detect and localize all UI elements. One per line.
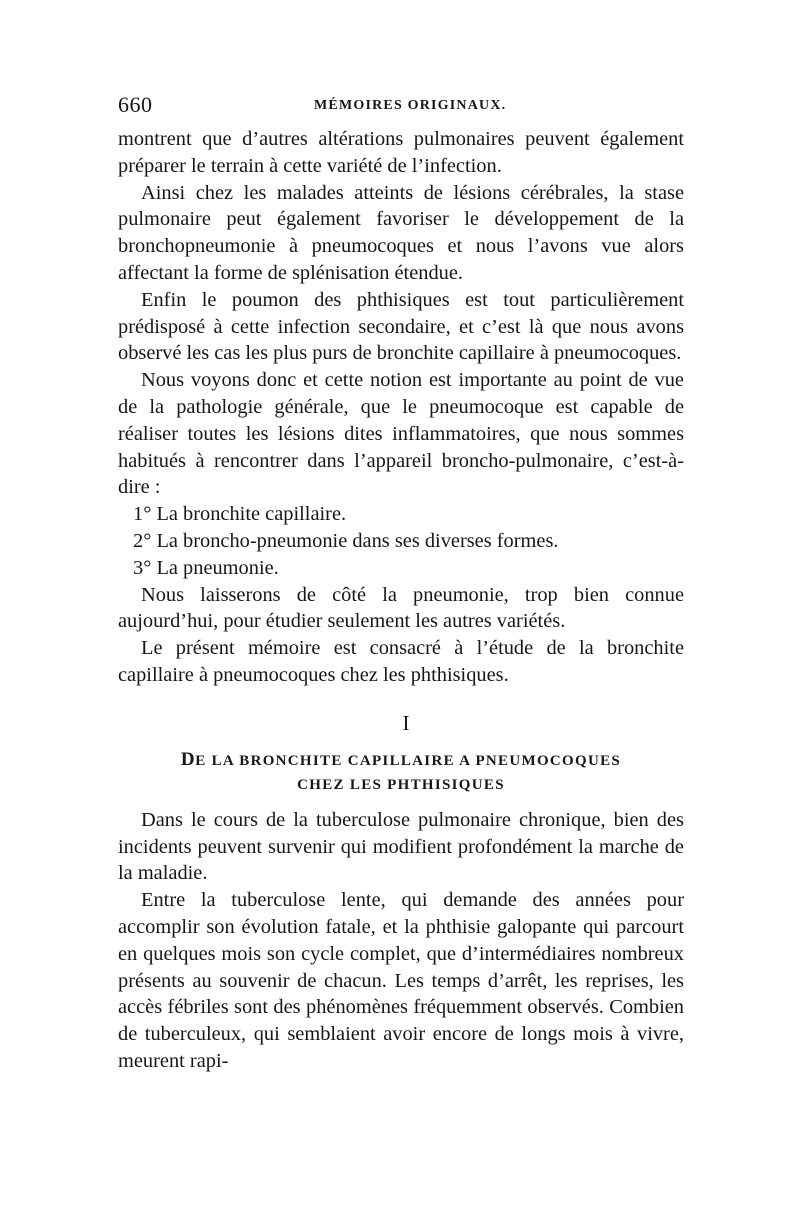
running-title: MÉMOIRES ORIGINAUX. — [314, 98, 507, 113]
section-number: I — [402, 710, 410, 735]
paragraph-continuation: montrent que d’autres altérations pulmonaires peuvent également préparer le terrain à cette variété de l’infection. — [118, 128, 684, 177]
paragraph-phthisiques: Enfin le poumon des phthisiques est tout particulièrement prédisposé à cette infection secondaire, et c’est là que nous avons observé les cas les plus purs de bronchite capillaire à pneumocoques. — [118, 288, 684, 365]
paragraph-tuberculose-lente: Entre la tuberculose lente, qui demande des années pour accomplir son évolution fatale, et la phthisie galopante qui parcourt en quelques mois son cycle complet, que d’intermédiaires nombreux présents au souvenir de chacun. Les temps d’arrêt, les reprises, les accès fébriles sont des phénomènes fréquemment observés. Combien de tuberculeux, qui semblaient avoir encore de longs mois à vivre, meurent rapi- — [118, 889, 684, 1072]
paragraph-cerebral-lesions: Ainsi chez les malades atteints de lésions cérébrales, la stase pulmonaire peut également favoriser le développement de la bronchopneumonie à pneumocoques et nous l’avons vue alors affectant la forme de splénisation étendue. — [118, 181, 684, 284]
list-item-broncho-pneumonie: 2° La broncho-pneumonie dans ses diverses formes. — [133, 529, 559, 552]
book-page — [118, 92, 684, 1075]
paragraph-present-memoire: Le présent mémoire est consacré à l’étude de la bronchite capillaire à pneumocoques chez les phthisiques. — [118, 637, 684, 686]
section-title-rest: E LA BRONCHITE CAPILLAIRE A PNEUMOCOQUES — [195, 752, 622, 769]
page-number: 660 — [118, 92, 153, 117]
section-title — [118, 747, 684, 774]
section-subtitle: CHEZ LES PHTHISIQUES — [297, 776, 505, 793]
paragraph-cours-tuberculose: Dans le cours de la tuberculose pulmonaire chronique, bien des incidents peuvent survenir qui modifient profondément la marche de la maladie. — [118, 808, 684, 885]
section-title-initial: D — [180, 748, 196, 770]
paragraph-pathologie-generale: Nous voyons donc et cette notion est importante au point de vue de la pathologie générale, que le pneumocoque est capable de réaliser toutes les lésions dites inflammatoires, que nous sommes habitués à rencontrer dans l’appareil broncho-pulmonaire, c’est-à-dire : — [118, 369, 684, 499]
paragraph-laisserons: Nous laisserons de côté la pneumonie, trop bien connue aujourd’hui, pour étudier seulement les autres variétés. — [118, 583, 684, 633]
running-head — [118, 92, 684, 122]
list-item-pneumonie: 3° La pneumonie. — [133, 556, 279, 579]
list-item-bronchite: 1° La bronchite capillaire. — [133, 503, 347, 526]
